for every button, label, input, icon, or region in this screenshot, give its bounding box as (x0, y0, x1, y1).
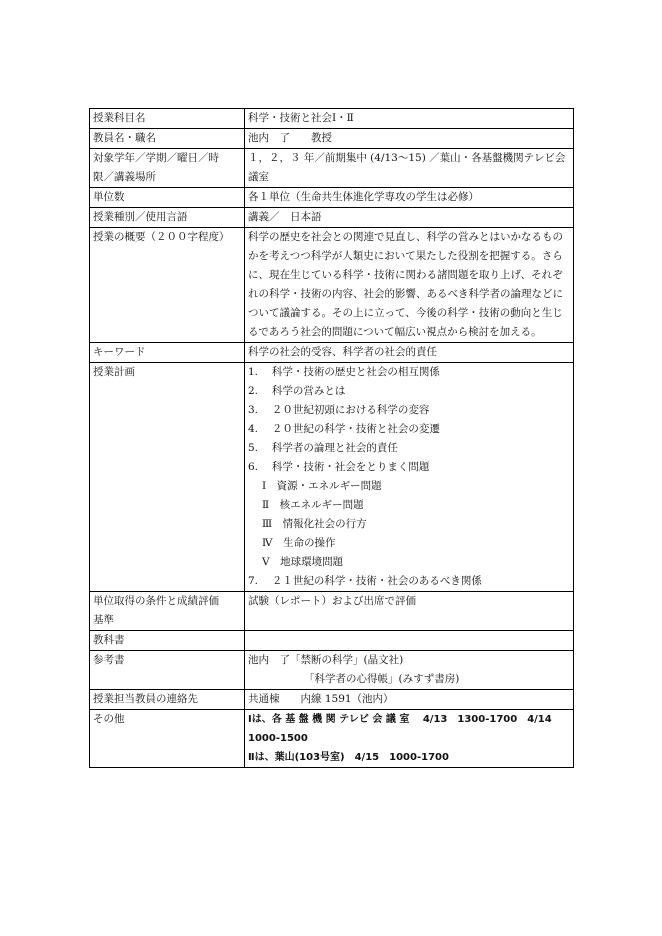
row-other (90, 710, 574, 768)
row-course-name (90, 109, 574, 129)
grading-label-line: 基準 (93, 614, 114, 626)
overview-value: 科学の歴史を社会との関連で見直し、科学の営みとはいかなるものかを考えつつ科学が人類史において果たした役割を把握する。さらに、現在生じている科学・技術に関わる諸問題を取り上げ、それぞれの科学・技術の内容、社会的影響、あるべき科学者の論理などについて議論する。その上に立って、今後の科学・技術の動向と生じるであろう社会的問題について幅広い視点から検討を加える。 (245, 228, 574, 343)
plan-subitem: Ⅰ 資源・エネルギー問題 (262, 480, 382, 492)
credits-value: 各１単位（生命共生体進化学専攻の学生は必修） (245, 188, 574, 208)
plan-item: 5. 科学者の論理と社会的責任 (248, 442, 398, 454)
contact-label: 授業担当教員の連絡先 (90, 690, 245, 710)
row-type-language (90, 208, 574, 228)
keywords-value: 科学の社会的受容、科学者の社会的責任 (245, 343, 574, 363)
target-value: １，２，３ 年／前期集中 (4/13～15) ／葉山・各基盤機関テレビ会議室 (245, 149, 574, 188)
row-credits (90, 188, 574, 208)
grading-value: 試験（レポート）および出席で評価 (245, 592, 574, 631)
instructor-value: 池内 了 教授 (245, 129, 574, 149)
target-label-line: 限／講義場所 (93, 171, 156, 183)
plan-subitem: Ⅴ 地球環境問題 (262, 556, 344, 568)
references-label: 参考書 (90, 651, 245, 690)
type-language-value: 講義／ 日本語 (245, 208, 574, 228)
plan-item: 6. 科学・技術・社会をとりまく問題 (248, 461, 430, 473)
syllabus-table (89, 108, 574, 768)
textbook-label: 教科書 (90, 631, 245, 651)
plan-item: 4. ２０世紀の科学・技術と社会の変遷 (248, 423, 440, 435)
instructor-label: 教員名・職名 (90, 129, 245, 149)
row-target (90, 149, 574, 188)
other-label: その他 (90, 710, 245, 768)
credits-label: 単位数 (90, 188, 245, 208)
plan-item: 1. 科学・技術の歴史と社会の相互関係 (248, 366, 440, 378)
grading-label-line: 単位取得の条件と成績評価 (93, 595, 219, 607)
other-line: Ⅰは、各 基 盤 機 関 テレビ 会 議 室 4/13 1300-1700 4/14 (248, 714, 552, 725)
row-instructor (90, 129, 574, 149)
row-references (90, 651, 574, 690)
row-plan (90, 363, 574, 592)
reference-line: 池内 了「禁断の科学」(晶文社) (248, 654, 404, 666)
course-name-value: 科学・技術と社会Ⅰ・Ⅱ (245, 109, 574, 129)
row-textbook (90, 631, 574, 651)
row-grading (90, 592, 574, 631)
other-value (245, 710, 574, 768)
other-line: 1000-1500 (248, 733, 308, 744)
type-language-label: 授業種別／使用言語 (90, 208, 245, 228)
textbook-value (245, 631, 574, 651)
plan-list (245, 363, 574, 592)
plan-item: 7. ２１世紀の科学・技術・社会のあるべき関係 (248, 575, 482, 587)
course-name-label: 授業科目名 (90, 109, 245, 129)
plan-label: 授業計画 (90, 363, 245, 592)
reference-line: 「科学者の心得帳」(みすず書房) (304, 673, 460, 685)
plan-subitem: Ⅳ 生命の操作 (262, 537, 336, 549)
plan-subitem: Ⅲ 情報化社会の行方 (262, 518, 367, 530)
row-overview (90, 228, 574, 343)
other-line: Ⅱは、葉山(103号室) 4/15 1000-1700 (248, 752, 449, 763)
row-contact (90, 690, 574, 710)
references-value (245, 651, 574, 690)
plan-item: 2. 科学の営みとは (248, 385, 346, 397)
grading-label (90, 592, 245, 631)
overview-label: 授業の概要（２００字程度） (90, 228, 245, 343)
plan-subitem: Ⅱ 核エネルギー問題 (262, 499, 364, 511)
row-keywords (90, 343, 574, 363)
target-label (90, 149, 245, 188)
target-label-line: 対象学年／学期／曜日／時 (93, 152, 219, 164)
contact-value: 共通棟 内線 1591（池内） (245, 690, 574, 710)
plan-item: 3. ２０世紀初頭における科学の変容 (248, 404, 430, 416)
keywords-label: キーワード (90, 343, 245, 363)
